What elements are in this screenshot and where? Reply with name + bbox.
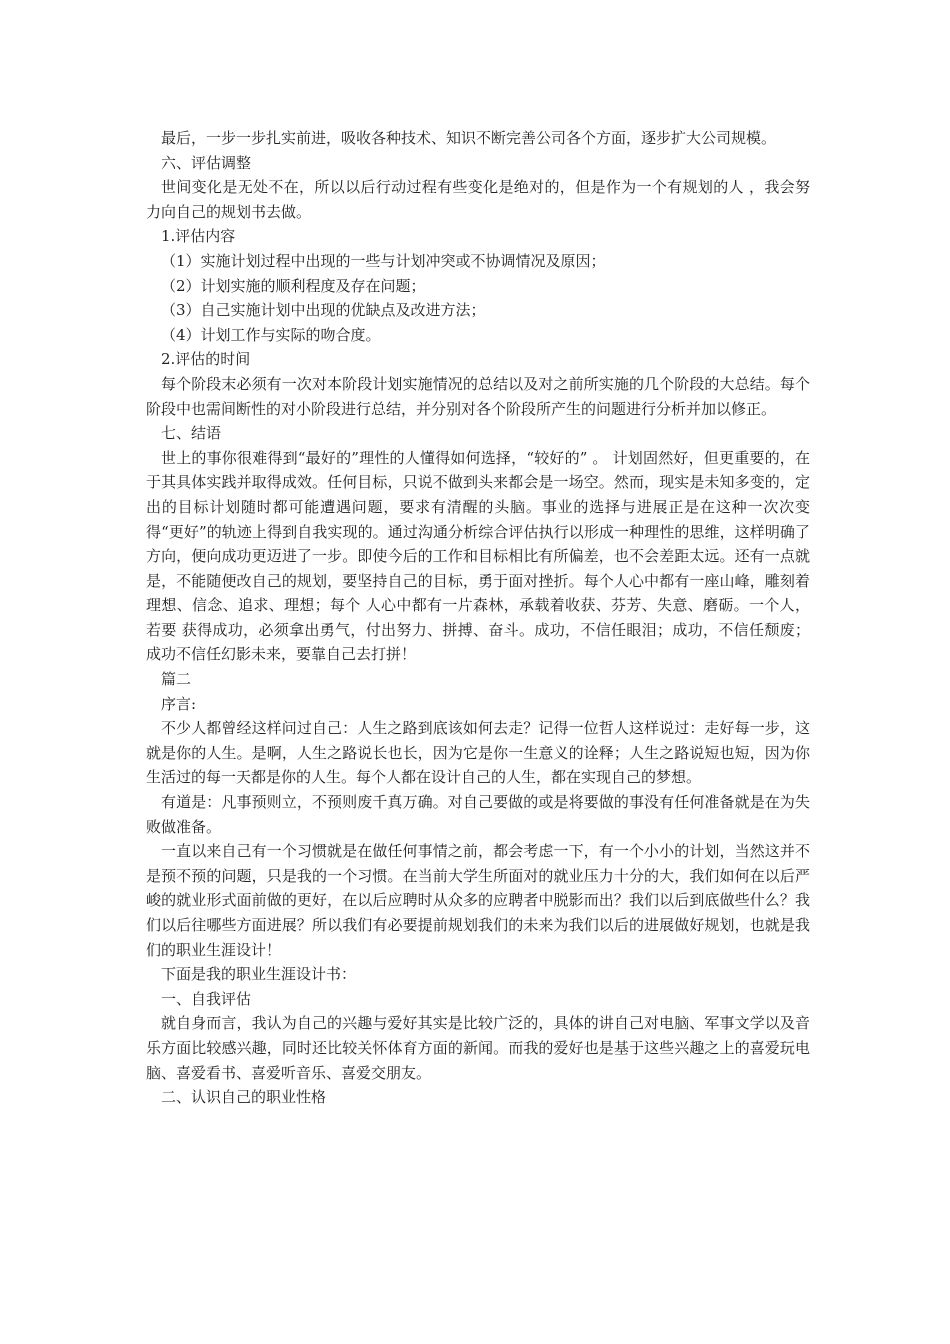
paragraph-preface-3: 一直以来自己有一个习惯就是在做任何事情之前，都会考虑一下，有一个小小的计划，当然这并不是预不预的问题，只是我的一个习惯。在当前大学生所面对的就业压力十分的大，我们如何在以后严峻的就业形式面前做的更好，在以后应聘时从众多的应聘者中脱影而出？我们以后到底做些什么？我们以后往哪些方面进展？所以我们有必要提前规划我们的未来为我们以后的进展做好规划，也就是我们的职业生涯设计！ <box>146 842 810 959</box>
paragraph-design-intro: 下面是我的职业生涯设计书： <box>161 965 357 984</box>
paragraph-preface-1: 不少人都曾经这样问过自己：人生之路到底该如何去走？记得一位哲人这样说过：走好每一步，这就是你的人生。是啊，人生之路说长也长，因为它是你一生意义的诠释；人生之路说短也短，因为你生活过的每一天都是你的人生。每个人都在设计自己的人生，都在实现自己的梦想。 <box>146 719 810 787</box>
section-heading-self-assessment: 一、自我评估 <box>161 989 252 1008</box>
list-item-4: （4）计划工作与实际的吻合度。 <box>161 325 381 344</box>
paragraph-preface-2: 有道是：凡事预则立，不预则废千真万确。对自己要做的或是将要做的事没有任何准备就是在为失败做准备。 <box>146 793 810 836</box>
preface-heading: 序言: <box>161 694 197 713</box>
list-item-2: （2）计划实施的顺利程度及存在问题； <box>161 276 426 295</box>
section-heading-conclusion: 七、结语 <box>161 424 222 443</box>
paragraph-conclusion: 世上的事你很难得到“最好的”理性的人懂得如何选择，“较好的” 。 计划固然好，但更重要的，在于其具体实践并取得成效。任何目标，只说不做到头来都会是一场空。然而，现实是未知多变的，定出的目标计划随时都可能遭遇问题，要求有清醒的头脑。事业的选择与进展正是在这种一次次变得“更好”的轨迹上得到自我实现的。通过沟通分析综合评估执行以形成一种理性的思维，这样明确了方向，便向成功更迈进了一步。即使今后的工作和目标相比有所偏差，也不会差距太远。还有一点就是，不能随便改自己的规划，要坚持自己的目标，勇于面对挫折。每个人心中都有一座山峰，雕刻着理想、信念、追求、理想；每个 人心中都有一片森林，承载着收获、芬芳、失意、磨砺。一个人，若要 获得成功，必须拿出勇气，付出努力、拼搏、奋斗。成功，不信任眼泪；成功，不信任颓废；成功不信任幻影未来，要靠自己去打拼！ <box>146 448 810 664</box>
subheading-evaluation-time: 2.评估的时间 <box>161 350 251 369</box>
paragraph-self-assessment: 就自身而言，我认为自己的兴趣与爱好其实是比较广泛的，具体的讲自己对电脑、军事文学以及音乐方面比较感兴趣，同时还比较关怀体育方面的新闻。而我的爱好也是基于这些兴趣之上的喜爱玩电脑、喜爱看书、喜爱听音乐、喜爱交朋友。 <box>146 1014 810 1082</box>
section-heading-evaluation-adjustment: 六、评估调整 <box>161 153 252 172</box>
part-heading-two: 篇二 <box>161 670 192 689</box>
document-page <box>146 126 810 1110</box>
list-item-1: （1）实施计划过程中出现的一些与计划冲突或不协调情况及原因； <box>161 251 606 270</box>
section-heading-career-personality: 二、认识自己的职业性格 <box>161 1088 327 1107</box>
paragraph-evaluation-time: 每个阶段末必须有一次对本阶段计划实施情况的总结以及对之前所实施的几个阶段的大总结。每个阶段中也需间断性的对小阶段进行总结，并分别对各个阶段所产生的问题进行分析并加以修正。 <box>146 374 810 418</box>
subheading-evaluation-content: 1.评估内容 <box>161 227 236 246</box>
paragraph-evaluation-intro: 世间变化是无处不在，所以以后行动过程有些变化是绝对的，但是作为一个有规划的人 ，我会努力向自己的规划书去做。 <box>146 178 810 221</box>
paragraph-summary-final: 最后，一步一步扎实前进，吸收各种技术、知识不断完善公司各个方面，逐步扩大公司规模。 <box>161 129 777 147</box>
list-item-3: （3）自己实施计划中出现的优缺点及改进方法； <box>161 301 486 320</box>
